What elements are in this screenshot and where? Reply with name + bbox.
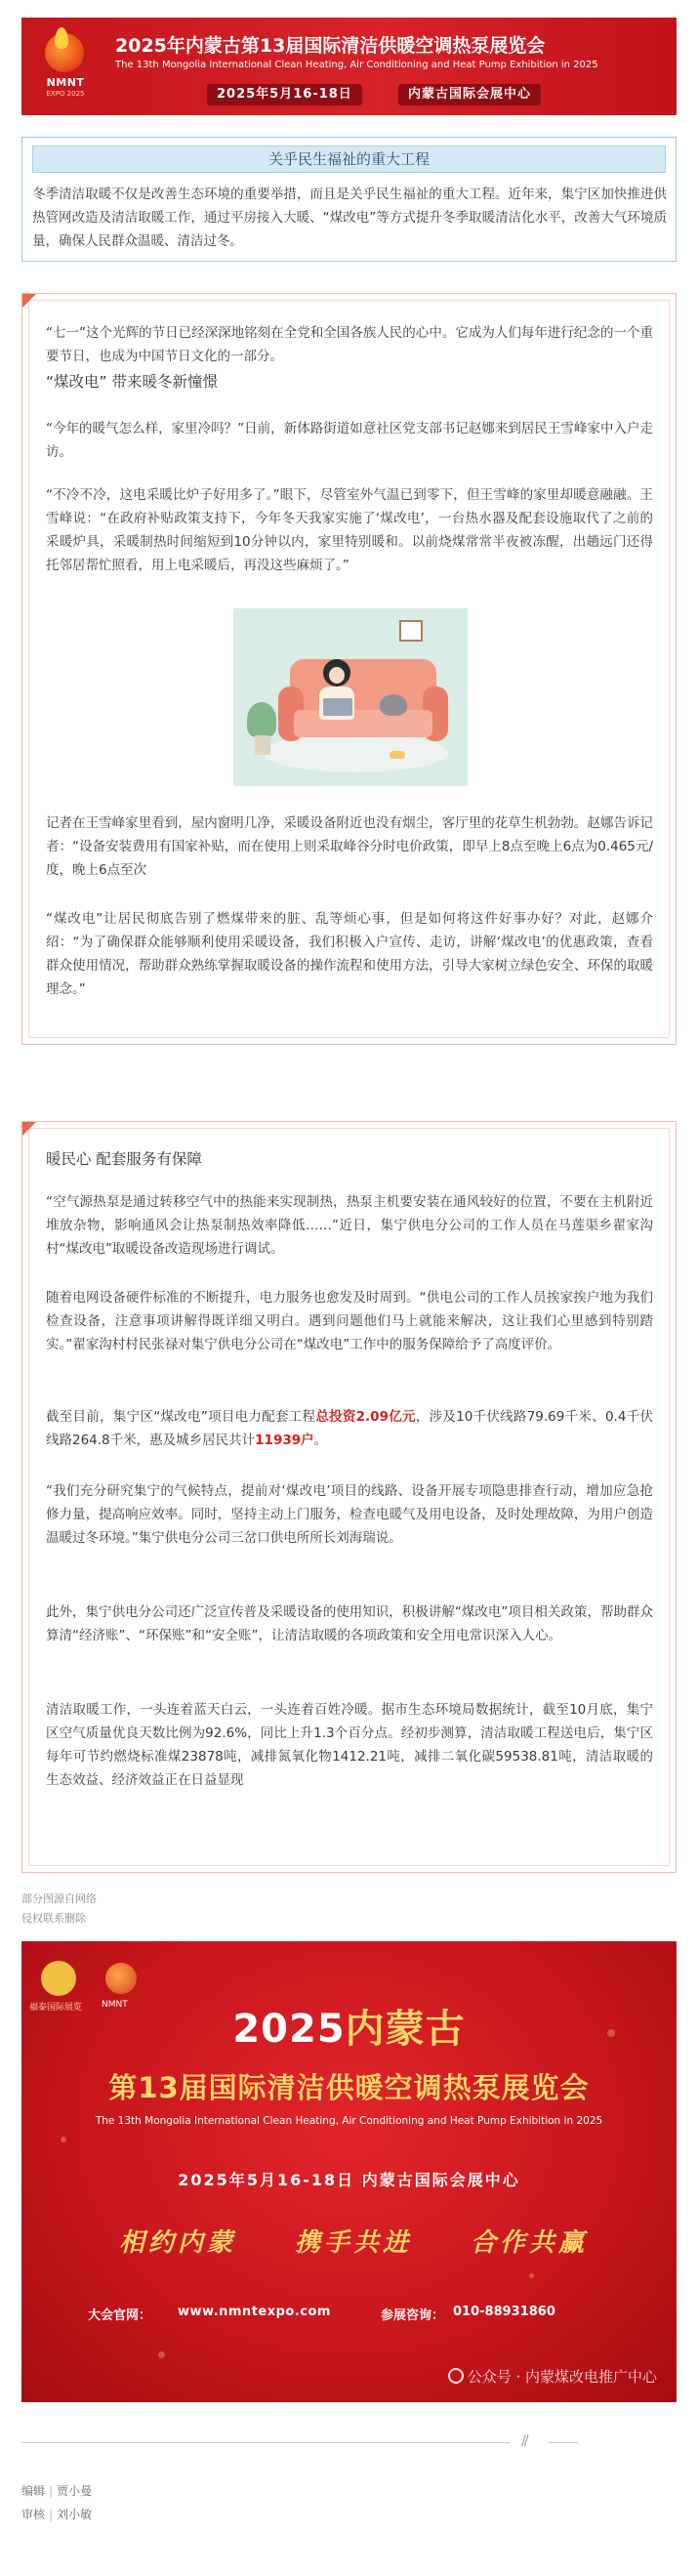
banner-venue: 内蒙古国际会展中心: [398, 84, 541, 105]
reviewer-credit: 审核 | 刘小敏: [21, 2508, 93, 2521]
banner-title: 2025年内蒙古第13届国际清洁供暖空调热泵展览会: [115, 35, 546, 57]
s1-paragraph-4: 记者在王雪峰家里看到，屋内窗明几净，采暖设备附近也没有烟尘，客厅里的花草生机勃勃。赵娜告诉记者：“设备安装费用有国家补贴，而在使用上则采取峰谷分时电价政策，即早上8点至晚上6点为0.465元/度，晚上6点至次: [46, 815, 653, 878]
picture-frame-icon: [399, 620, 423, 642]
s1-paragraph-5: “煤改电”让居民彻底告别了燃煤带来的脏、乱等烦心事，但是如何将这件好事办好？对此，赵娜介绍：“为了确保群众能够顺利使用采暖设备，我们积极入户宣传、走访，讲解‘煤改电’的优惠政策，查看群众使用情况，帮助群众熟练掌握取暖设备的操作流程和使用方法，引导大家树立绿色安全、环保的取暖理念。”: [46, 911, 653, 997]
expo-logo: [31, 27, 109, 105]
poster-title: 2025内蒙古: [232, 2007, 466, 2052]
expo-poster: [21, 1941, 677, 2402]
s1-heading: “煤改电” 带来暖冬新憧憬: [46, 373, 218, 391]
expo-logo-text: NMNT: [102, 2000, 128, 2010]
website-link[interactable]: www.nmntexpo.com: [178, 2305, 331, 2319]
highlight-households: 11939户: [255, 1433, 314, 1448]
s1-paragraph-1: “七一”这个光辉的节日已经深深地铭刻在全党和全国各族人民的心中。它成为人们每年进行纪念的一个重要节日，也成为中国节日文化的一部分。: [46, 325, 653, 364]
intro-heading: 关乎民生福祉的重大工程: [267, 150, 430, 168]
top-banner: [21, 18, 677, 115]
divider-slash: //: [521, 2433, 527, 2449]
expo-logo-icon: [105, 1963, 137, 1994]
organizer-logo-text: 福泰国际展览: [29, 2003, 83, 2013]
intro-box: [21, 137, 677, 262]
source-note-2: 侵权联系删除: [21, 1912, 86, 1925]
account-watermark: 公众号 · 内蒙煤改电推广中心: [448, 2366, 657, 2387]
editor-credit: 编辑 | 贾小曼: [21, 2484, 93, 2498]
corner-decoration-icon: [22, 1122, 36, 1136]
slogan-1: 相约内蒙: [119, 2228, 237, 2258]
s2-heading: 暖民心 配套服务有保障: [46, 1150, 202, 1168]
logo-sub: EXPO 2025: [46, 90, 85, 98]
intro-heading-bar: [32, 145, 666, 173]
plant-icon: [247, 702, 276, 737]
website-label: 大会官网：: [88, 2308, 152, 2323]
s2-paragraph-5: 此外，集宁供电分公司还广泛宣传普及采暖设备的使用知识，积极讲解“煤改电”项目相关政策，帮助群众算清“经济账”、“环保账”和“安全账”，让清洁取暖的各项政策和安全用电常识深入人心。: [46, 1604, 653, 1643]
phone-label: 参展咨询：: [381, 2308, 445, 2323]
s2-paragraph-6: 清洁取暖工作，一头连着蓝天白云，一头连着百姓冷暖。据市生态环境局数据统计，截至10月底，集宁区空气质量优良天数比例为92.6%，同比上升1.3个百分点。经初步测算，清洁取暖工程送电后，集宁区每年可节约燃烧标准煤23878吨，减排氮氧化物1412.21吨，减排二氧化碳59538.81吨，清洁取暖的生态效益、经济效益正在日益显现: [46, 1702, 653, 1788]
intro-text: 冬季清洁取暖不仅是改善生态环境的重要举措，而且是关乎民生福祉的重大工程。近年来，集宁区加快推进供热管网改造及清洁取暖工作，通过平房接入大暖、“煤改电”等方式提升冬季取暖清洁化水平，改善大气环境质量，确保人民群众温暖、清洁过冬。: [32, 187, 667, 249]
s2-paragraph-3: 截至目前，集宁区“煤改电”项目电力配套工程总投资2.09亿元，涉及10千伏线路79.69千米、0.4千伏线路264.8千米，惠及城乡居民共计11939户。: [46, 1409, 653, 1448]
slogan-3: 合作共赢: [471, 2228, 589, 2258]
section-card-1: [21, 293, 677, 1045]
s2-paragraph-2: 随着电网设备硬件标准的不断提升，电力服务也愈发及时周到。“供电公司的工作人员挨家挨户地为我们检查设备，注意事项讲解得既详细又明白。遇到问题他们马上就能来解决，这让我们心里感到特别踏实。”翟家沟村村民张禄对集宁供电分公司在“煤改电”工作中的服务保障给予了高度评价。: [46, 1290, 653, 1352]
flame-icon: [55, 27, 68, 49]
laptop-icon: [323, 698, 352, 716]
banner-subtitle: The 13th Mongolia International Clean Heating, Air Conditioning and Heat Pump Exhibition in 2025: [115, 60, 598, 70]
corner-decoration-icon: [22, 294, 36, 308]
divider: [21, 2433, 677, 2453]
organizer-logo-icon: [41, 1961, 76, 1996]
s2-paragraph-4: “我们充分研究集宁的气候特点，提前对‘煤改电’项目的线路、设备开展专项隐患排查行动，增加应急抢修力量，提高响应效率。同时，坚持主动上门服务，检查电暖气及用电设备，及时处理故障，为用户创造温暖过冬环境。”集宁供电分公司三岔口供电所所长刘海瑞说。: [46, 1483, 653, 1546]
poster-title-2: 第13届国际清洁供暖空调热泵展览会: [108, 2071, 590, 2104]
phone-number[interactable]: 010-88931860: [453, 2305, 555, 2319]
wechat-icon: [448, 2368, 464, 2384]
illustration-girl-on-sofa: [233, 608, 468, 786]
highlight-investment: 总投资2.09亿元: [315, 1409, 416, 1425]
section-card-2: [21, 1121, 677, 1873]
s2-paragraph-1: “空气源热泵是通过转移空气中的热能来实现制热，热泵主机要安装在通风较好的位置，不要在主机附近堆放杂物，影响通风会让热泵制热效率降低……”近日，集宁供电分公司的工作人员在马莲渠乡翟家沟村“煤改电”取暖设备改造现场进行调试。: [46, 1194, 653, 1257]
poster-date-venue: 2025年5月16-18日 内蒙古国际会展中心: [178, 2171, 520, 2189]
s1-paragraph-2: “今年的暖气怎么样，家里冷吗？”日前，新体路街道如意社区党支部书记赵娜来到居民王雪峰家中入户走访。: [46, 421, 653, 460]
logo-word: NMNT: [46, 76, 85, 89]
cat-icon: [380, 694, 407, 716]
slipper-icon: [390, 751, 405, 759]
s1-paragraph-3: “不冷不冷，这电采暖比炉子好用多了。”眼下，尽管室外气温已到零下，但王雪峰的家里却暖意融融。王雪峰说：“在政府补贴政策支持下，今年冬天我家实施了‘煤改电’，一台热水器及配套设施取代了之前的采暖炉具，采暖制热时间缩短到10分钟以内，家里特别暖和。以前烧煤常常半夜被冻醒，出趟远门还得托邻居帮忙照看，用上电采暖后，再没这些麻烦了。”: [46, 487, 653, 573]
poster-title-en: The 13th Mongolia International Clean Heating, Air Conditioning and Heat Pump Exhibition in 2025: [95, 2115, 603, 2127]
source-note-1: 部分图源自网络: [21, 1892, 97, 1905]
slogan-2: 携手共进: [295, 2228, 413, 2258]
banner-date: 2025年5月16-18日: [207, 84, 362, 105]
